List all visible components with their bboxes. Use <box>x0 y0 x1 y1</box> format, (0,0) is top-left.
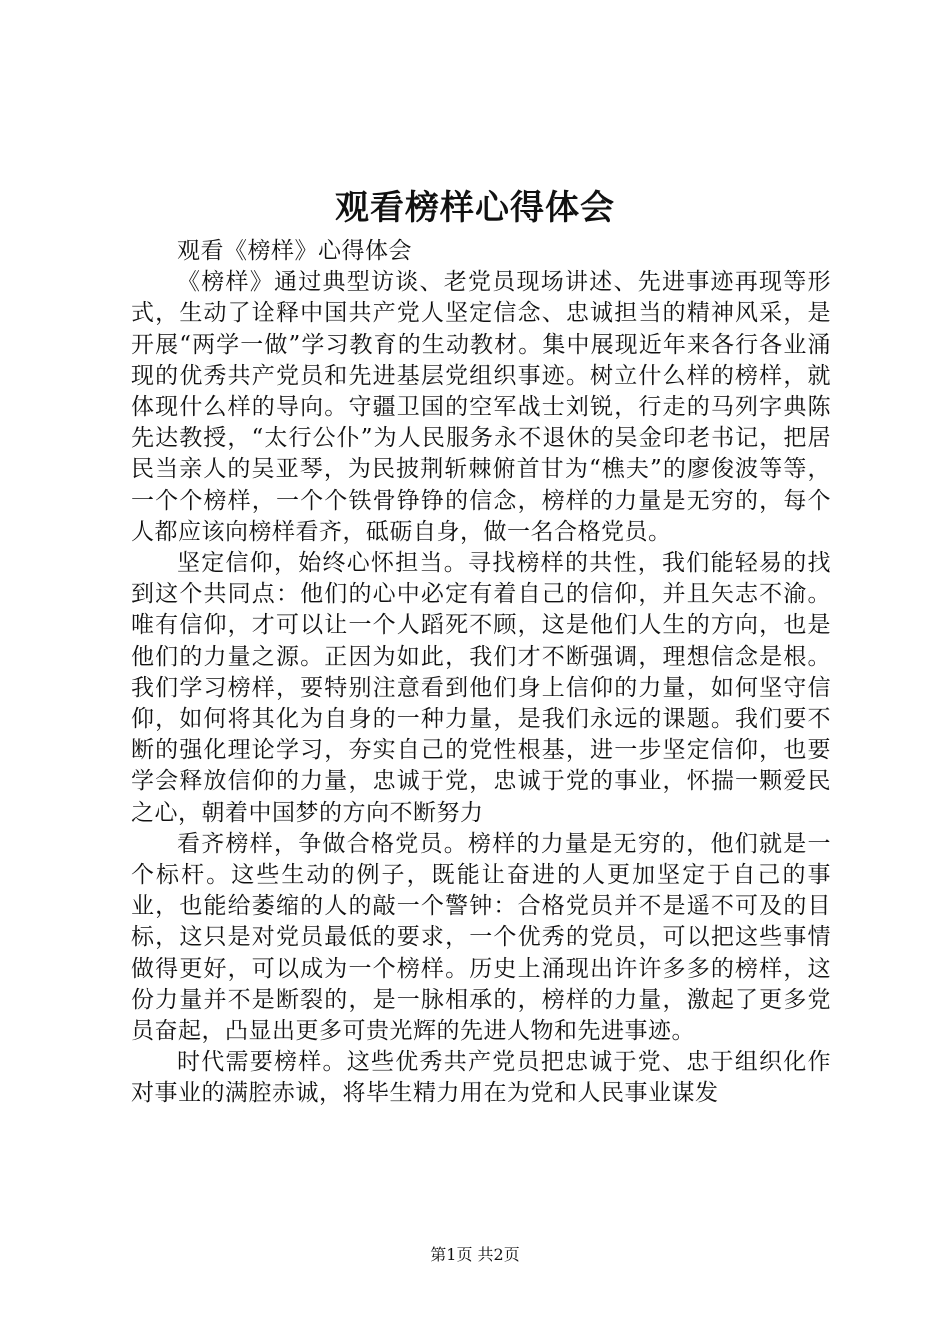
body-paragraph: 《榜样》通过典型访谈、老党员现场讲述、先进事迹再现等形式，生动了诠释中国共产党人坚定信念、忠诚担当的精神风采，是开展“两学一做”学习教育的生动教材。集中展现近年来各行各业涌现的优秀共产党员和先进基层党组织事迹。树立什么样的榜样，就体现什么样的导向。守疆卫国的空军战士刘锐，行走的马列字典陈先达教授，“太行公仆”为人民服务永不退休的吴金印老书记，把居民当亲人的吴亚琴，为民披荆斩棘俯首甘为“樵夫”的廖俊波等等，一个个榜样，一个个铁骨铮铮的信念，榜样的力量是无穷的，每个人都应该向榜样看齐，砥砺自身，做一名合格党员。 <box>131 269 831 545</box>
body-paragraph: 时代需要榜样。这些优秀共产党员把忠诚于党、忠于组织化作对事业的满腔赤诚，将毕生精力用在为党和人民事业谋发 <box>131 1049 831 1107</box>
document-title: 观看榜样心得体会 <box>335 188 615 228</box>
body-paragraph: 坚定信仰，始终心怀担当。寻找榜样的共性，我们能轻易的找到这个共同点：他们的心中必定有着自己的信仰，并且矢志不渝。唯有信仰，才可以让一个人蹈死不顾，这是他们人生的方向，也是他们的力量之源。正因为如此，我们才不断强调，理想信念是根。我们学习榜样，要特别注意看到他们身上信仰的力量，如何坚守信仰，如何将其化为自身的一种力量，是我们永远的课题。我们要不断的强化理论学习，夯实自己的党性根基，进一步坚定信仰，也要学会释放信仰的力量，忠诚于党，忠诚于党的事业，怀揣一颗爱民之心，朝着中国梦的方向不断努力 <box>131 550 831 826</box>
page-number-footer: 第1页 共2页 <box>430 1245 520 1264</box>
body-paragraph: 看齐榜样，争做合格党员。榜样的力量是无穷的，他们就是一个标杆。这些生动的例子，既能让奋进的人更加坚定于自己的事业，也能给萎缩的人的敲一个警钟：合格党员并不是遥不可及的目标，这只是对党员最低的要求，一个优秀的党员，可以把这些事情做得更好，可以成为一个榜样。历史上涌现出许许多多的榜样，这份力量并不是断裂的，是一脉相承的，榜样的力量，激起了更多党员奋起，凸显出更多可贵光辉的先进人物和先进事迹。 <box>131 830 831 1045</box>
subtitle-paragraph: 观看《榜样》心得体会 <box>177 238 412 264</box>
document-body <box>131 236 831 1110</box>
